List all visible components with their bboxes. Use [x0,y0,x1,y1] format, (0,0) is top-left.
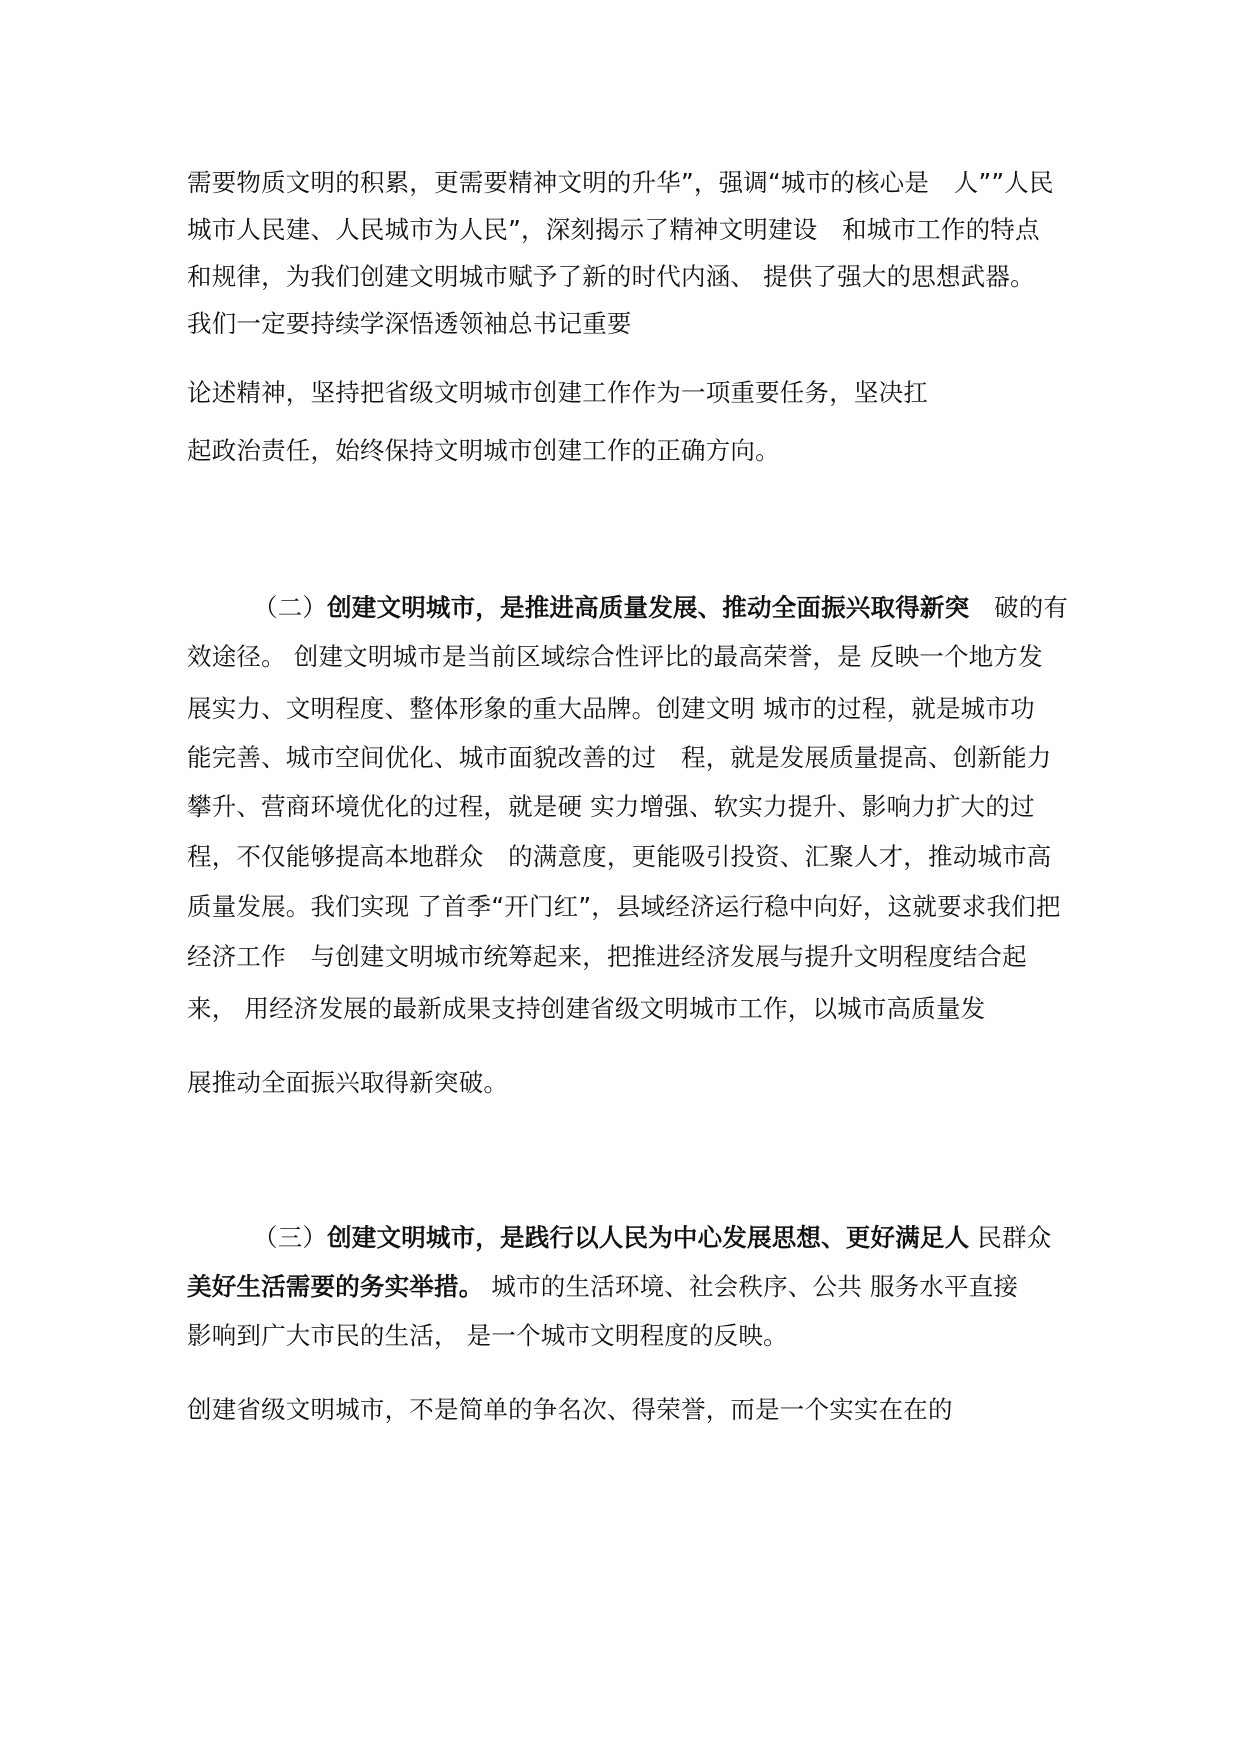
section-2-heading-tail: 破的有 [969,593,1069,622]
section-2-line-5: 程，不仅能够提高本地群众 的满意度，更能吸引投资、汇聚人才，推动城市高 [187,842,1052,871]
paragraph-2-line-1: 论述精神，坚持把省级文明城市创建工作作为一项重要任务，坚决扛 [187,378,928,407]
section-3-marker: （三） [253,1223,328,1252]
section-2-heading-line [253,591,1068,625]
section-2-closing-line: 展推动全面振兴取得新突破。 [187,1068,509,1097]
section-3-heading: 创建文明城市，是践行以人民为中心发展思想、更好满足人 [327,1223,970,1252]
section-3-heading-2: 美好生活需要的务实举措。 [187,1272,484,1301]
section-3-heading-line [253,1221,1051,1255]
section-2-line-6: 质量发展。我们实现 了首季“开门红”，县域经济运行稳中向好，这就要求我们把 [187,892,1061,921]
section-2-line-2: 展实力、文明程度、整体形象的重大品牌。创建文明 城市的过程，就是城市功 [187,694,1035,723]
section-2-line-4: 攀升、营商环境优化的过程，就是硬 实力增强、软实力提升、影响力扩大的过 [187,792,1035,821]
section-3-closing-line: 创建省级文明城市，不是简单的争名次、得荣誉，而是一个实实在在的 [187,1395,953,1424]
paragraph-1-line-1: 需要物质文明的积累，更需要精神文明的升华”，强调“城市的核心是 人””人民 [187,168,1054,197]
section-3-heading-2-tail: 城市的生活环境、社会秩序、公共 服务水平直接 [483,1272,1019,1301]
section-2-line-8: 来， 用经济发展的最新成果支持创建省级文明城市工作，以城市高质量发 [187,994,986,1023]
paragraph-1-line-4: 我们一定要持续学深悟透领袖总书记重要 [187,309,632,338]
paragraph-1-line-3: 和规律，为我们创建文明城市赋予了新的时代内涵、 提供了强大的思想武器。 [187,262,1035,291]
section-3-line-2 [187,1270,1018,1304]
section-2-line-1: 效途径。 创建文明城市是当前区域综合性评比的最高荣誉，是 反映一个地方发 [187,642,1043,671]
section-2-marker: （二） [253,593,328,622]
section-3-line-3: 影响到广大市民的生活， 是一个城市文明程度的反映。 [187,1321,788,1350]
paragraph-2-line-2: 起政治责任，始终保持文明城市创建工作的正确方向。 [187,436,780,465]
section-2-heading: 创建文明城市，是推进高质量发展、推动全面振兴取得新突 [327,593,970,622]
section-2-line-7: 经济工作 与创建文明城市统筹起来，把推进经济发展与提升文明程度结合起 [187,942,1027,971]
section-3-heading-tail: 民群众 [969,1223,1052,1252]
section-2-line-3: 能完善、城市空间优化、城市面貌改善的过 程，就是发展质量提高、创新能力 [187,743,1052,772]
paragraph-1-line-2: 城市人民建、人民城市为人民”，深刻揭示了精神文明建设 和城市工作的特点 [187,215,1040,244]
